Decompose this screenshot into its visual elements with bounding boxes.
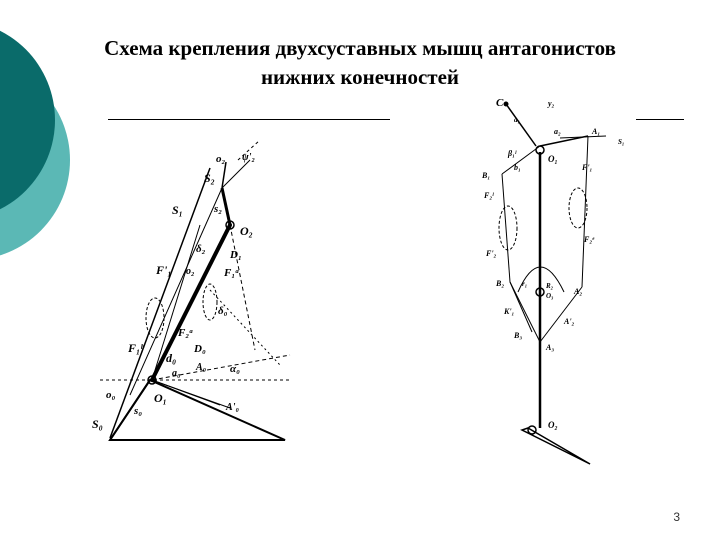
label-A0-prime: A'₀ bbox=[226, 402, 239, 413]
label-O2: O₂ bbox=[548, 420, 558, 430]
label-a1: a₁ bbox=[514, 116, 520, 124]
label-A2: A₂ bbox=[574, 287, 583, 296]
label-beta: β₁ˡ bbox=[508, 149, 517, 158]
label-s2: s₂ bbox=[214, 203, 223, 215]
thigh-bone bbox=[152, 225, 230, 380]
label-d0: d₀ bbox=[166, 351, 177, 365]
label-a2: a₂ bbox=[554, 127, 561, 136]
label-S0: S₀ bbox=[92, 417, 103, 431]
label-yc: y₂ bbox=[548, 99, 555, 108]
label-F2a: F₂ᵃ bbox=[178, 327, 193, 339]
label-O2: O₂ bbox=[240, 224, 253, 238]
label-o0: o₀ bbox=[106, 389, 116, 401]
title-underline-left bbox=[108, 119, 390, 120]
label-S1: S₁ bbox=[618, 138, 625, 146]
muscle-belly-left bbox=[499, 206, 517, 250]
muscle-belly-right bbox=[203, 284, 217, 320]
label-o2-top: o₂ bbox=[216, 153, 226, 165]
label-a0: a₀ bbox=[172, 368, 181, 379]
label-K1: K'₁ bbox=[504, 307, 515, 316]
label-alpha0: α₀ bbox=[230, 363, 240, 375]
label-S2: S₂ bbox=[204, 171, 215, 185]
label-o2-mid: o₂ bbox=[186, 266, 195, 277]
label-B3: B₃ bbox=[514, 331, 523, 340]
label-O3: O₃ bbox=[546, 292, 554, 300]
label-S1: S₁ bbox=[172, 203, 183, 217]
label-F1-right: F'₁ bbox=[582, 163, 593, 172]
label-r1: r₁ bbox=[522, 280, 528, 288]
label-F1b: F₁ᵇ bbox=[128, 341, 144, 355]
label-O1: O₁ bbox=[548, 154, 558, 164]
label-R2: R₂ bbox=[546, 282, 554, 290]
title-line-1: Схема крепления двухсуставных мышц антагонистов bbox=[104, 36, 616, 60]
title-line-2: нижних конечностей bbox=[260, 65, 460, 89]
right-leg-diagram bbox=[470, 92, 650, 472]
label-psi2: ψ'₂ bbox=[242, 152, 255, 163]
shin-bone bbox=[222, 188, 230, 225]
label-F1-prime: F'₁ bbox=[156, 263, 172, 277]
label-b1: b₁ bbox=[514, 163, 521, 172]
label-D0: D₀ bbox=[194, 343, 206, 355]
label-A3: A₃ bbox=[546, 343, 555, 352]
left-leg-diagram bbox=[90, 140, 310, 460]
label-D1: D₁ bbox=[230, 249, 242, 261]
label-F1a: F₁ᵃ bbox=[224, 267, 239, 279]
label-O1: O₁ bbox=[154, 391, 167, 405]
label-B2: B₂ bbox=[496, 279, 505, 288]
label-F2-left: F'₂ bbox=[486, 249, 497, 258]
label-F2-right: F₂ᵉ bbox=[584, 235, 595, 244]
label-C: C bbox=[496, 97, 504, 109]
label-B1-top: B₁ bbox=[482, 171, 491, 180]
label-delta2: δ₂ bbox=[196, 243, 206, 255]
label-A2-prime: A'₂ bbox=[564, 317, 575, 326]
label-A1: A₁ bbox=[592, 127, 601, 136]
slide-title bbox=[40, 34, 680, 92]
label-s0: s₀ bbox=[134, 405, 143, 417]
label-F2-top: F₂ˡ bbox=[484, 191, 494, 200]
page-number: 3 bbox=[673, 510, 680, 524]
label-delta0: δ₀ bbox=[218, 305, 228, 317]
label-A0: A₀ bbox=[196, 362, 207, 373]
